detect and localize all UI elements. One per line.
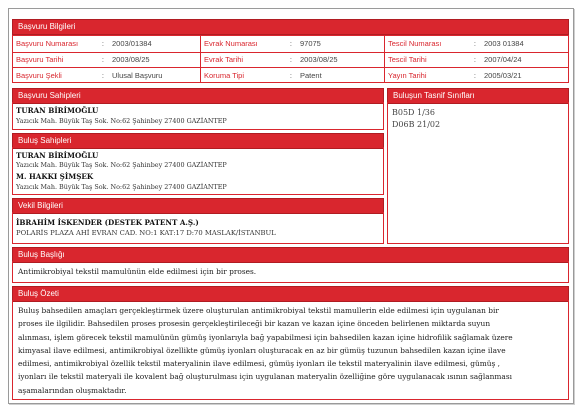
attorney-address: POLARİS PLAZA AHİ EVRAN CAD. NO:1 KAT:17 D:70 MASLAK/İSTANBUL bbox=[16, 229, 276, 237]
value-tescil-numarasi: 2003 01384 bbox=[484, 39, 524, 48]
invention-title: Antimikrobiyal tekstil mamulünün elde edilmesi için bir proses. bbox=[18, 267, 257, 276]
section-header-bulus-ozeti: Buluş Özeti bbox=[12, 286, 569, 302]
abstract-line: alınması, işlem görecek tekstil mamulünün gümüş iyonlarıyla bağ yapabilmesi için bahsedilen kazan içine hidrofilik sağlamak üzere bbox=[18, 332, 513, 342]
abstract-line: kimyasal ilave edilmesi, antimikrobiyal özellikte gümüş iyonları oluşturacak en az bir gümüş tuzunun bahsedilen kazan içine ilave bbox=[18, 345, 506, 355]
label-evrak-tarihi: Evrak Tarihi : bbox=[204, 55, 292, 64]
applicant-address: Yazıcık Mah. Büyük Taş Sok. No:62 Şahinbey 27400 GAZİANTEP bbox=[16, 117, 227, 125]
label-tescil-tarihi: Tescil Tarihi : bbox=[388, 55, 476, 64]
abstract-line: iyonları ile tekstil materyali ile kovalent bağ oluşturulması için uygulanan materyalin özelliğine göre uygulanacak ısının sağlanması bbox=[18, 372, 512, 382]
value-yayin-tarihi: 2005/03/21 bbox=[484, 71, 522, 80]
attorney-name: İBRAHİM İSKENDER (DESTEK PATENT A.Ş.) bbox=[16, 218, 199, 227]
section-header-tasnif-siniflari: Buluşun Tasnif Sınıfları bbox=[387, 88, 569, 104]
classification-item: D06B 21/02 bbox=[392, 120, 441, 129]
applicant-name: TURAN BİRİMOĞLU bbox=[16, 106, 99, 115]
section-header-basvuru-sahipleri: Başvuru Sahipleri bbox=[12, 88, 384, 104]
inventor-name: M. HAKKI ŞİMŞEK bbox=[16, 172, 94, 181]
label-basvuru-tarihi: Başvuru Tarihi : bbox=[16, 55, 104, 64]
value-basvuru-tarihi: 2003/08/25 bbox=[112, 55, 150, 64]
abstract-line: Buluş bahsedilen amaçları gerçekleştirmek üzere oluşturulan antimikrobiyal tekstil mamullerin elde edilmesi için uygulanan bir bbox=[18, 306, 499, 315]
value-basvuru-sekli: Ulusal Başvuru bbox=[112, 71, 163, 80]
label-tescil-numarasi: Tescil Numarası : bbox=[388, 39, 476, 48]
section-header-bulus-sahipleri: Buluş Sahipleri bbox=[12, 133, 384, 149]
vekil-bilgileri-box bbox=[12, 212, 384, 244]
label-basvuru-numarasi: Başvuru Numarası : bbox=[16, 39, 104, 48]
label-evrak-numarasi: Evrak Numarası : bbox=[204, 39, 292, 48]
inventor-address: Yazıcık Mah. Büyük Taş Sok. No:62 Şahinbey 27400 GAZİANTEP bbox=[16, 183, 227, 191]
section-header-vekil-bilgileri: Vekil Bilgileri bbox=[12, 198, 384, 214]
abstract-text bbox=[18, 304, 564, 397]
abstract-line: aşamalarından oluşmaktadır. bbox=[18, 385, 127, 395]
value-evrak-tarihi: 2003/08/25 bbox=[300, 55, 338, 64]
inventor-name: TURAN BİRİMOĞLU bbox=[16, 151, 99, 160]
abstract-line: edilmesi, antimikrobiyal özellik tekstil materyalinin ilave edilmesi, gümüş iyonları ile tekstil materyalinin ilave edilmesi, gümüş , bbox=[18, 359, 500, 369]
label-koruma-tipi: Koruma Tipi : bbox=[204, 71, 292, 80]
classification-item: B05D 1/36 bbox=[392, 108, 435, 117]
label-basvuru-sekli: Başvuru Şekli : bbox=[16, 71, 104, 80]
value-basvuru-numarasi: 2003/01384 bbox=[112, 39, 152, 48]
inventor-address: Yazıcık Mah. Büyük Taş Sok. No:62 Şahinbey 27400 GAZİANTEP bbox=[16, 161, 227, 169]
value-tescil-tarihi: 2007/04/24 bbox=[484, 55, 522, 64]
label-yayin-tarihi: Yayın Tarihi : bbox=[388, 71, 476, 80]
value-evrak-numarasi: 97075 bbox=[300, 39, 321, 48]
section-header-bulus-basligi: Buluş Başlığı bbox=[12, 247, 569, 263]
value-koruma-tipi: Patent bbox=[300, 71, 322, 80]
section-header-basvuru-bilgileri: Başvuru Bilgileri bbox=[12, 19, 569, 35]
abstract-line: proses ile ilgilidir. Bahsedilen proses prosesin gerçekleştirileceği bir kazan ve kazan içine önceden belirlenen miktarda suyun bbox=[18, 319, 491, 329]
